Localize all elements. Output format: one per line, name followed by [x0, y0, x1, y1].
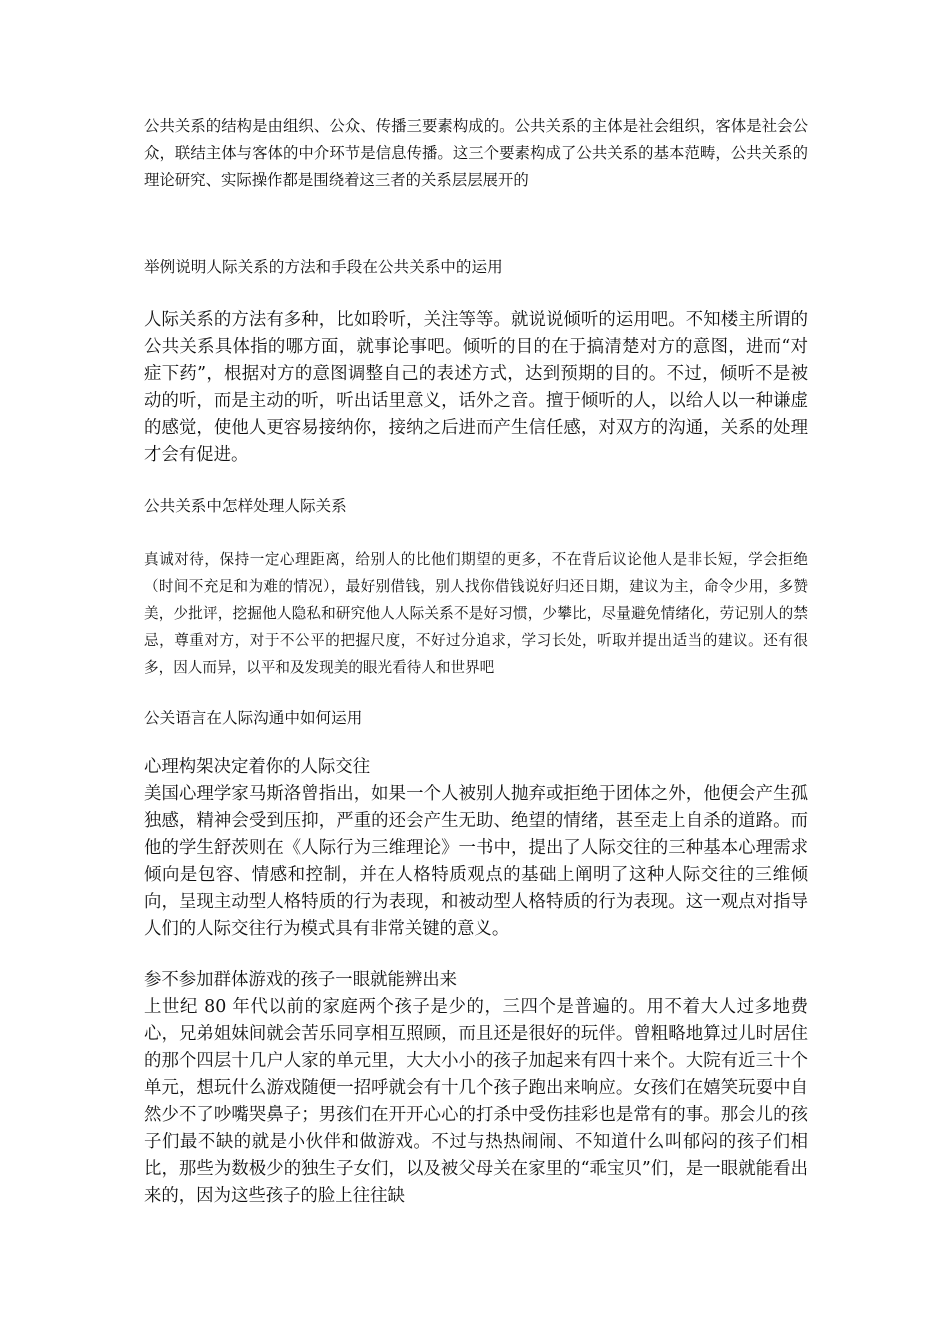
paragraph-pr-structure: 公共关系的结构是由组织、公众、传播三要素构成的。公共关系的主体是社会组织，客体是社会公众，联结主体与客体的中介环节是信息传播。这三个要素构成了公共关系的基本范畴，公共关系的理论研究、实际操作都是围绕着这三者的关系层层展开的	[144, 117, 808, 189]
paragraph-maslow: 美国心理学家马斯洛曾指出，如果一个人被别人抛弃或拒绝于团体之外，他便会产生孤独感，精神会受到压抑，严重的还会产生无助、绝望的情绪，甚至走上自杀的道路。而他的学生舒茨则在《人际行为三维理论》一书中，提出了人际交往的三种基本心理需求倾向是包容、情感和控制，并在人格特质观点的基础上阐明了这种人际交往的三维倾向，呈现主动型人格特质的行为表现，和被动型人格特质的行为表现。这一观点对指导人们的人际交往行为模式具有非常关键的意义。	[144, 784, 808, 939]
document-page	[144, 113, 808, 1210]
heading-pr-language: 公关语言在人际沟通中如何运用	[144, 709, 363, 727]
heading-group-games: 参不参加群体游戏的孩子一眼就能辨出来	[144, 970, 458, 990]
paragraph-children: 上世纪 80 年代以前的家庭两个孩子是少的，三四个是普遍的。用不着大人过多地费心，兄弟姐妹间就会苦乐同享相互照顾，而且还是很好的玩伴。曾粗略地算过儿时居住的那个四层十几户人家的单元里，大大小小的孩子加起来有四十来个。大院有近三十个单元，想玩什么游戏随便一招呼就会有十几个孩子跑出来响应。女孩们在嬉笑玩耍中自然少不了吵嘴哭鼻子；男孩们在开开心心的打杀中受伤挂彩也是常有的事。那会儿的孩子们最不缺的就是小伙伴和做游戏。不过与热热闹闹、不知道什么叫郁闷的孩子们相比，那些为数极少的独生子女们，以及被父母关在家里的“乖宝贝”们，是一眼就能看出来的，因为这些孩子的脸上往往缺	[144, 997, 808, 1206]
paragraph-sincerity: 真诚对待，保持一定心理距离，给别人的比他们期望的更多，不在背后议论他人是非长短，学会拒绝（时间不充足和为难的情况），最好别借钱，别人找你借钱说好归还日期，建议为主，命令少用，多赞美，少批评，挖掘他人隐私和研究他人人际关系不是好习惯，少攀比，尽量避免情绪化，劳记别人的禁忌，尊重对方，对于不公平的把握尺度，不好过分追求，学习长处，听取并提出适当的建议。还有很多，因人而异，以平和及发现美的眼光看待人和世界吧	[144, 551, 808, 676]
paragraph-listening: 人际关系的方法有多种，比如聆听，关注等等。就说说倾听的运用吧。不知楼主所谓的公共关系具体指的哪方面，就事论事吧。倾听的目的在于搞清楚对方的意图，进而“对症下药”，根据对方的意图调整自己的表述方式，达到预期的目的。不过，倾听不是被动的听，而是主动的听，听出话里意义，话外之音。擅于倾听的人，以给人以一种谦虚的感觉，使他人更容易接纳你，接纳之后进而产生信任感，对双方的沟通，关系的处理才会有促进。	[144, 310, 808, 465]
heading-handling-relations: 公共关系中怎样处理人际关系	[144, 497, 347, 515]
heading-interpersonal-methods: 举例说明人际关系的方法和手段在公共关系中的运用	[144, 258, 503, 276]
heading-psychological-framework: 心理构架决定着你的人际交往	[144, 757, 371, 777]
